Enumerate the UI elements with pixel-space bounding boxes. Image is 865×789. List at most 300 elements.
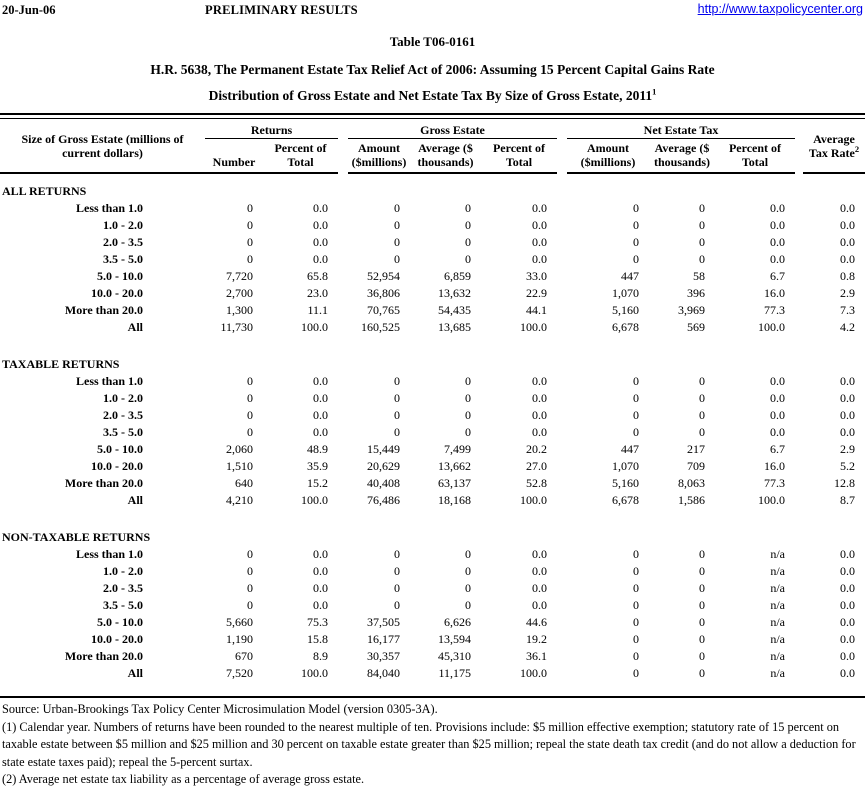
cell: 0.8 <box>840 269 855 283</box>
cell: 447 <box>621 269 639 283</box>
row-label: 10.0 - 20.0 <box>91 286 143 300</box>
cell: 0 <box>394 201 400 215</box>
percent-line1: Percent of <box>274 141 327 155</box>
cell: 0.0 <box>313 547 328 561</box>
cell: 5,160 <box>612 476 639 490</box>
column-spacer <box>338 319 348 336</box>
cell: 0 <box>633 408 639 422</box>
cell: 0 <box>633 564 639 578</box>
column-spacer <box>557 251 567 268</box>
number-column-header: Number <box>205 139 263 174</box>
cell: 0 <box>699 408 705 422</box>
cell: 0.0 <box>313 408 328 422</box>
amount-column-header <box>567 139 649 174</box>
column-spacer <box>557 580 567 597</box>
cell: 0.0 <box>840 408 855 422</box>
column-spacer <box>338 424 348 441</box>
table-row <box>0 580 865 597</box>
section-header-row <box>0 529 865 546</box>
column-spacer <box>795 302 803 319</box>
cell: 100.0 <box>520 493 547 507</box>
cell: 13,632 <box>438 286 471 300</box>
column-spacer <box>338 217 348 234</box>
cell: 0 <box>633 598 639 612</box>
section-gap-cell <box>0 336 865 356</box>
column-spacer <box>338 119 348 173</box>
row-label: 2.0 - 3.5 <box>103 408 143 422</box>
row-label: Less than 1.0 <box>75 201 143 215</box>
cell: 4,210 <box>226 493 253 507</box>
returns-group-header: Returns <box>205 119 338 139</box>
column-spacer <box>557 665 567 682</box>
cell: 1,586 <box>678 493 705 507</box>
column-spacer <box>338 234 348 251</box>
column-spacer <box>795 475 803 492</box>
average-column-header <box>410 139 481 174</box>
column-spacer <box>795 458 803 475</box>
cell: n/a <box>770 598 785 612</box>
column-spacer <box>557 407 567 424</box>
column-spacer <box>795 217 803 234</box>
cell: 44.1 <box>526 303 547 317</box>
column-spacer <box>795 631 803 648</box>
row-label: 2.0 - 3.5 <box>103 581 143 595</box>
section-gap-cell <box>0 682 865 696</box>
cell: 36.1 <box>526 649 547 663</box>
cell: 6,859 <box>444 269 471 283</box>
preliminary-results-label: PRELIMINARY RESULTS <box>205 3 358 17</box>
percent-line1: Percent of <box>492 141 546 155</box>
cell: n/a <box>770 547 785 561</box>
cell: 0 <box>633 374 639 388</box>
column-spacer <box>557 475 567 492</box>
column-spacer <box>795 441 803 458</box>
cell: 0.0 <box>770 408 785 422</box>
cell: 44.6 <box>526 615 547 629</box>
cell: 15,449 <box>367 442 400 456</box>
average-tax-rate-header <box>803 119 865 173</box>
cell: 0 <box>465 235 471 249</box>
cell: 0 <box>465 581 471 595</box>
cell: 100.0 <box>301 666 328 680</box>
section-gap <box>0 173 865 183</box>
cell: 84,040 <box>367 666 400 680</box>
cell: 0 <box>247 581 253 595</box>
average-column-header <box>649 139 715 174</box>
column-spacer <box>557 390 567 407</box>
cell: 0 <box>699 201 705 215</box>
cell: 0.0 <box>313 425 328 439</box>
cell: 447 <box>621 442 639 456</box>
column-spacer <box>338 546 348 563</box>
cell: 0 <box>699 425 705 439</box>
table-row <box>0 251 865 268</box>
row-label: 10.0 - 20.0 <box>91 459 143 473</box>
cell: 40,408 <box>367 476 400 490</box>
table-row <box>0 648 865 665</box>
cell: 0.0 <box>532 598 547 612</box>
average-line1: Average ($ <box>418 141 473 155</box>
column-spacer <box>338 665 348 682</box>
cell: 48.9 <box>307 442 328 456</box>
percent-line2: Total <box>287 155 314 169</box>
cell: 0 <box>394 235 400 249</box>
column-spacer <box>338 492 348 509</box>
cell: 0 <box>699 235 705 249</box>
column-spacer <box>338 285 348 302</box>
cell: 6.7 <box>770 269 785 283</box>
column-spacer <box>795 234 803 251</box>
cell: n/a <box>770 649 785 663</box>
section-header: ALL RETURNS <box>2 184 87 198</box>
table-row <box>0 268 865 285</box>
column-spacer <box>338 597 348 614</box>
amount-line2: ($millions) <box>580 155 636 169</box>
cell: 0 <box>394 408 400 422</box>
cell: n/a <box>770 632 785 646</box>
section-gap <box>0 509 865 529</box>
cell: 0 <box>633 615 639 629</box>
cell: 0.0 <box>532 581 547 595</box>
row-label: 5.0 - 10.0 <box>97 442 143 456</box>
table-row <box>0 441 865 458</box>
row-label: 1.0 - 2.0 <box>103 218 143 232</box>
amount-line1: Amount <box>586 141 629 155</box>
cell: 0 <box>633 218 639 232</box>
cell: 0 <box>394 252 400 266</box>
cell: 0.0 <box>770 218 785 232</box>
cell: 0 <box>465 547 471 561</box>
cell: 0 <box>247 252 253 266</box>
row-label: 3.5 - 5.0 <box>103 252 143 266</box>
cell: 22.9 <box>526 286 547 300</box>
cell: 75.3 <box>307 615 328 629</box>
column-spacer <box>338 268 348 285</box>
cell: 0 <box>699 632 705 646</box>
cell: 0 <box>699 218 705 232</box>
table-row <box>0 319 865 336</box>
cell: 58 <box>693 269 705 283</box>
table-row <box>0 373 865 390</box>
cell: 0.0 <box>770 391 785 405</box>
cell: 1,070 <box>612 286 639 300</box>
cell: 0 <box>247 235 253 249</box>
cell: n/a <box>770 666 785 680</box>
cell: 13,662 <box>438 459 471 473</box>
cell: n/a <box>770 581 785 595</box>
footnotes <box>0 701 865 789</box>
cell: 217 <box>687 442 705 456</box>
cell: 1,190 <box>226 632 253 646</box>
column-spacer <box>795 546 803 563</box>
column-spacer <box>338 631 348 648</box>
row-label: All <box>127 320 143 334</box>
table-row <box>0 475 865 492</box>
cell: 6,678 <box>612 320 639 334</box>
cell: 0 <box>394 391 400 405</box>
cell: 65.8 <box>307 269 328 283</box>
cell: 52,954 <box>367 269 400 283</box>
cell: 5,660 <box>226 615 253 629</box>
cell: 0 <box>247 391 253 405</box>
cell: 0.0 <box>770 252 785 266</box>
cell: 35.9 <box>307 459 328 473</box>
cell: 0 <box>394 598 400 612</box>
footnote-1: (1) Calendar year. Numbers of returns have been rounded to the nearest multiple of ten. Provisions include: $5 million effective exemption; statutory rate of 15 percent on taxable estate between $5 million and $25 million and 30 percent on taxable estate greater than $25 million; repeal the state death tax credit (and do not allow a deduction for state estate taxes paid); repeal the 5-percent surtax. <box>2 719 856 769</box>
column-spacer <box>795 119 803 173</box>
cell: 709 <box>687 459 705 473</box>
cell: 100.0 <box>520 666 547 680</box>
cell: 0 <box>633 391 639 405</box>
cell: 6,678 <box>612 493 639 507</box>
cell: 0 <box>394 564 400 578</box>
column-spacer <box>557 217 567 234</box>
cell: n/a <box>770 615 785 629</box>
column-spacer <box>338 580 348 597</box>
cell: 0.0 <box>532 547 547 561</box>
cell: 0.0 <box>840 218 855 232</box>
column-spacer <box>338 200 348 217</box>
percent-of-total-column-header <box>715 139 795 174</box>
cell: 0.0 <box>840 615 855 629</box>
column-spacer <box>795 665 803 682</box>
cell: 0 <box>633 425 639 439</box>
column-spacer <box>338 563 348 580</box>
table-row <box>0 492 865 509</box>
cell: 0.0 <box>313 374 328 388</box>
cell: 0 <box>394 581 400 595</box>
source-note: Source: Urban-Brookings Tax Policy Center Microsimulation Model (version 0305-3A). <box>2 702 438 716</box>
cell: 100.0 <box>301 493 328 507</box>
cell: 100.0 <box>301 320 328 334</box>
cell: 0.0 <box>532 235 547 249</box>
cell: 640 <box>235 476 253 490</box>
section-header: NON-TAXABLE RETURNS <box>2 530 151 544</box>
cell: 5.2 <box>840 459 855 473</box>
cell: 77.3 <box>764 476 785 490</box>
column-spacer <box>557 597 567 614</box>
gross-estate-group-header: Gross Estate <box>348 119 557 139</box>
cell: 0.0 <box>770 425 785 439</box>
cell: 0.0 <box>840 598 855 612</box>
cell: 670 <box>235 649 253 663</box>
table-row <box>0 390 865 407</box>
cell: 8.9 <box>313 649 328 663</box>
cell: 0 <box>247 408 253 422</box>
table-row <box>0 200 865 217</box>
cell: 5,160 <box>612 303 639 317</box>
row-label: More than 20.0 <box>64 303 143 317</box>
row-label: All <box>127 666 143 680</box>
avg-tax-rate-line2 <box>803 143 865 160</box>
cell: 0 <box>247 218 253 232</box>
cell: 0 <box>699 598 705 612</box>
estate-tax-table <box>0 119 865 696</box>
cell: 2.9 <box>840 442 855 456</box>
cell: 16.0 <box>764 459 785 473</box>
average-line2: thousands) <box>417 155 474 169</box>
cell: 0 <box>699 547 705 561</box>
amount-line2: ($millions) <box>351 155 407 169</box>
avg-tax-rate-text: Tax Rate <box>808 145 855 160</box>
column-spacer <box>557 563 567 580</box>
cell: 0.0 <box>313 598 328 612</box>
cell: 0.0 <box>313 218 328 232</box>
cell: 100.0 <box>758 320 785 334</box>
taxpolicycenter-link[interactable]: http://www.taxpolicycenter.org <box>697 2 863 16</box>
average-line2: thousands) <box>653 155 711 169</box>
column-spacer <box>795 390 803 407</box>
cell: 0 <box>633 649 639 663</box>
cell: 54,435 <box>438 303 471 317</box>
row-label: 3.5 - 5.0 <box>103 598 143 612</box>
cell: 0 <box>699 615 705 629</box>
cell: 16,177 <box>367 632 400 646</box>
column-spacer <box>557 319 567 336</box>
column-spacer <box>338 302 348 319</box>
net-estate-tax-group-header: Net Estate Tax <box>567 119 795 139</box>
cell: 100.0 <box>520 320 547 334</box>
cell: 2,700 <box>226 286 253 300</box>
cell: 0 <box>699 564 705 578</box>
table-bottom-rule <box>0 696 865 698</box>
cell: 15.8 <box>307 632 328 646</box>
cell: 0 <box>465 201 471 215</box>
cell: 0.0 <box>313 235 328 249</box>
cell: 0.0 <box>840 235 855 249</box>
column-spacer <box>338 441 348 458</box>
table-row <box>0 631 865 648</box>
cell: 7,520 <box>226 666 253 680</box>
cell: 0 <box>633 581 639 595</box>
cell: 0.0 <box>313 252 328 266</box>
cell: 37,505 <box>367 615 400 629</box>
cell: 27.0 <box>526 459 547 473</box>
column-spacer <box>557 458 567 475</box>
column-spacer <box>338 373 348 390</box>
table-row <box>0 546 865 563</box>
cell: 0 <box>247 564 253 578</box>
column-spacer <box>795 597 803 614</box>
section-gap-cell <box>0 173 865 183</box>
column-spacer <box>557 373 567 390</box>
cell: 0.0 <box>840 547 855 561</box>
table-row <box>0 285 865 302</box>
section-header: TAXABLE RETURNS <box>2 357 120 371</box>
cell: 8.7 <box>840 493 855 507</box>
table-body <box>0 173 865 696</box>
average-line1: Average ($ <box>654 141 710 155</box>
cell: 19.2 <box>526 632 547 646</box>
table-header <box>0 119 865 173</box>
cell: 0.0 <box>840 425 855 439</box>
title-block <box>0 34 865 104</box>
percent-line2: Total <box>505 155 533 169</box>
row-label: 2.0 - 3.5 <box>103 235 143 249</box>
cell: 11.1 <box>307 303 328 317</box>
top-bar <box>0 0 865 24</box>
cell: 0 <box>633 235 639 249</box>
column-spacer <box>557 285 567 302</box>
cell: 0.0 <box>840 201 855 215</box>
column-spacer <box>557 648 567 665</box>
cell: 0 <box>633 666 639 680</box>
cell: 11,175 <box>438 666 471 680</box>
table-title: H.R. 5638, The Permanent Estate Tax Relief Act of 2006: Assuming 15 Percent Capital Gains Rate <box>150 62 715 77</box>
amount-line1: Amount <box>357 141 400 155</box>
cell: 0 <box>699 649 705 663</box>
cell: 0.0 <box>770 374 785 388</box>
column-spacer <box>338 475 348 492</box>
table-row <box>0 217 865 234</box>
footnote-ref-1: 1 <box>652 86 657 97</box>
column-spacer <box>795 492 803 509</box>
column-spacer <box>557 119 567 173</box>
cell: 0.0 <box>313 564 328 578</box>
table-row <box>0 597 865 614</box>
cell: 0 <box>247 201 253 215</box>
cell: 70,765 <box>367 303 400 317</box>
table-row <box>0 424 865 441</box>
cell: 0 <box>465 391 471 405</box>
cell: 0 <box>394 374 400 388</box>
cell: 30,357 <box>367 649 400 663</box>
cell: 20.2 <box>526 442 547 456</box>
cell: 13,594 <box>438 632 471 646</box>
cell: 0.0 <box>532 218 547 232</box>
table-row <box>0 614 865 631</box>
cell: 0 <box>247 547 253 561</box>
column-spacer <box>795 614 803 631</box>
column-spacer <box>557 200 567 217</box>
column-spacer <box>338 458 348 475</box>
row-label: 1.0 - 2.0 <box>103 391 143 405</box>
cell: 7,720 <box>226 269 253 283</box>
cell: 0.0 <box>532 201 547 215</box>
cell: 0.0 <box>840 374 855 388</box>
cell: 0.0 <box>770 235 785 249</box>
column-spacer <box>557 614 567 631</box>
cell: 15.2 <box>307 476 328 490</box>
column-spacer <box>795 407 803 424</box>
cell: 0.0 <box>313 391 328 405</box>
cell: 0 <box>633 632 639 646</box>
cell: 0 <box>394 547 400 561</box>
cell: 8,063 <box>678 476 705 490</box>
row-label: 5.0 - 10.0 <box>97 269 143 283</box>
cell: 0 <box>699 581 705 595</box>
column-spacer <box>338 390 348 407</box>
row-label: Less than 1.0 <box>75 374 143 388</box>
row-label: More than 20.0 <box>64 649 143 663</box>
column-spacer <box>795 285 803 302</box>
column-spacer <box>557 441 567 458</box>
cell: 16.0 <box>764 286 785 300</box>
cell: 7,499 <box>444 442 471 456</box>
table-subtitle-text: Distribution of Gross Estate and Net Estate Tax By Size of Gross Estate, 2011 <box>208 88 653 103</box>
cell: 18,168 <box>438 493 471 507</box>
cell: 6.7 <box>770 442 785 456</box>
column-spacer <box>795 268 803 285</box>
section-gap-cell <box>0 509 865 529</box>
cell: 0 <box>699 666 705 680</box>
cell: 20,629 <box>367 459 400 473</box>
footnote-2: (2) Average net estate tax liability as a percentage of average gross estate. <box>2 772 365 786</box>
document-date: 20-Jun-06 <box>2 3 56 17</box>
cell: n/a <box>770 564 785 578</box>
column-spacer <box>795 251 803 268</box>
cell: 0.0 <box>532 564 547 578</box>
